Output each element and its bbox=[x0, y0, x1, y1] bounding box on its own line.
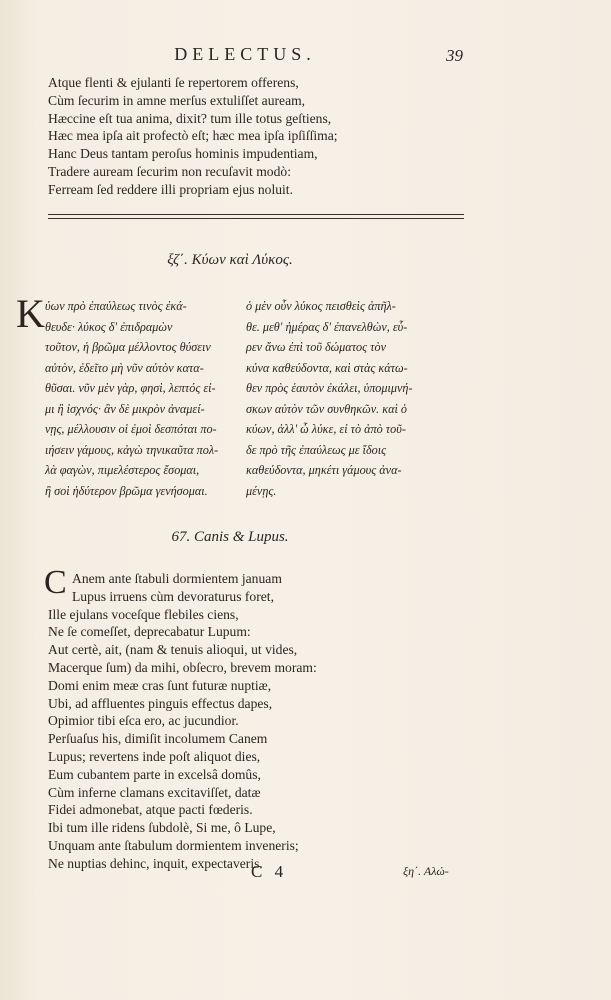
verse-line: Lupus; revertens inde poſt aliquot dies, bbox=[48, 748, 261, 764]
verse-line: Ferream ſed reddere illi propriam ejus noluit. bbox=[48, 181, 293, 197]
verse-line: Ibi tum ille ridens ſubdolè, Si me, ô Lupe, bbox=[48, 820, 276, 836]
latin-fable-verse bbox=[48, 570, 317, 873]
verse-line: Hæc mea ipſa ait profectò eſt; hæc mea ipſa ipſiſſima; bbox=[48, 128, 338, 144]
verse-line: Hanc Deus tantam peroſus hominis impudentiam, bbox=[48, 146, 318, 162]
verse-line: Ille ejulans voceſque flebiles ciens, bbox=[48, 606, 239, 622]
greek-line: κύνα καθεύδοντα, καὶ στὰς κάτω- bbox=[246, 360, 408, 375]
greek-line: μι ἢ ἰσχνός· ἂν δὲ μικρὸν ἀναμεί- bbox=[45, 401, 205, 416]
greek-line: ύων πρὸ ἐπαύλεως τινὸς ἐκά- bbox=[45, 299, 187, 313]
greek-right-column bbox=[246, 296, 466, 501]
greek-line: νῃς, μέλλουσιν οἱ ἐμοὶ δεσπόται πο- bbox=[45, 422, 217, 436]
verse-line: Hæccine eſt tua anima, dixit? tum ille totus geſtiens, bbox=[48, 110, 332, 126]
verse-line: Tradere auream ſecurim non recuſavit modò: bbox=[48, 163, 291, 179]
verse-line: Unquam ante ſtabulum dormientem inveneris; bbox=[48, 837, 299, 853]
printer-signature-mark: C 4 bbox=[251, 862, 288, 881]
verse-line: Cùm ſecurim in amne merſus extuliſſet auream, bbox=[48, 92, 306, 108]
latin-drop-cap: C bbox=[44, 564, 67, 601]
greek-line: μένῃς. bbox=[246, 483, 277, 498]
greek-line: κύων, ἀλλ' ὦ λύκε, εἰ τὸ ἀπὸ τοῦ- bbox=[246, 422, 406, 436]
running-title: DELECTUS. bbox=[174, 44, 316, 64]
greek-line: θε. μεθ' ἡμέρας δ' ἐπανελθὼν, εὗ- bbox=[246, 319, 408, 334]
verse-line: Domi enim meæ cras ſunt futuræ nuptiæ, bbox=[48, 677, 272, 693]
latin-fable-title: 67. Canis & Lupus. bbox=[171, 529, 289, 545]
divider-line bbox=[48, 218, 464, 219]
greek-line: ὁ μὲν οὖν λύκος πεισθεὶς ἀπῆλ- bbox=[246, 299, 396, 313]
greek-line: ρεν ἄνω ἐπὶ τοῦ δώματος τὸν bbox=[246, 340, 387, 354]
greek-left-column bbox=[45, 296, 237, 501]
verse-line: Perſuaſus his, dimiſit incolumem Canem bbox=[48, 731, 268, 747]
top-verse bbox=[48, 74, 338, 199]
verse-line: Ubi, ad affluentes pinguis effectus dapes, bbox=[48, 695, 273, 711]
verse-line: Fidei admonebat, atque pacti fœderis. bbox=[48, 802, 253, 818]
section-divider bbox=[48, 214, 464, 222]
catchword: ξη΄. Αλώ- bbox=[403, 864, 449, 878]
verse-line: Macerque ſum) da mihi, obſecro, brevem moram: bbox=[48, 659, 317, 675]
verse-line: Lupus irruens cùm devoraturus foret, bbox=[72, 588, 274, 604]
greek-fable-title: ξζ΄. Κύων καὶ Λύκος. bbox=[167, 252, 293, 268]
verse-line: Cùm inferne clamans excitaviſſet, datæ bbox=[48, 784, 261, 800]
greek-drop-cap: K bbox=[16, 291, 45, 336]
greek-line: θεν πρὸς ἑαυτὸν ἐκάλει, ὑπομιμνή- bbox=[246, 381, 413, 395]
verse-line: Ne nuptias dehinc, inquit, expectaveris. bbox=[48, 855, 263, 871]
greek-line: καθεύδοντα, μηκέτι γάμους ἀνα- bbox=[246, 463, 402, 477]
greek-line: λὰ φαγὼν, πιμελέστερος ἔσομαι, bbox=[45, 463, 200, 477]
greek-line: τοῦτον, ἡ βρῶμα μέλλοντος θύσειν bbox=[45, 340, 211, 354]
greek-line: θευδε· λύκος δ' ἐπιδραμὼν bbox=[45, 319, 173, 334]
greek-line: ἢ σοὶ ἡδύτερον βρῶμα γενήσομαι. bbox=[45, 483, 208, 498]
verse-line: Aut certè, ait, (nam & tenuis alioqui, ut vides, bbox=[48, 642, 298, 658]
verse-line: Opimior tibi eſca ero, ac jucundior. bbox=[48, 713, 239, 729]
verse-line: Atque flenti & ejulanti ſe repertorem offerens, bbox=[48, 75, 299, 90]
greek-line: δε πρὸ τῆς ἐπαύλεως με ἴδοις bbox=[246, 442, 387, 457]
verse-line: Eum cubantem parte in excelsâ domûs, bbox=[48, 766, 261, 782]
greek-line: ιήσειν γάμους, κἀγὼ τηνικαῦτα πολ- bbox=[45, 442, 219, 457]
greek-line: αὐτὸν, ἐδεῖτο μὴ νῦν αὐτὸν κατα- bbox=[45, 360, 204, 375]
verse-line: Anem ante ſtabuli dormientem januam bbox=[72, 571, 282, 586]
greek-line: σκων αὐτὸν τῶν συνθηκῶν. καὶ ὁ bbox=[246, 401, 408, 416]
divider-line bbox=[48, 214, 464, 215]
page-number: 39 bbox=[446, 46, 463, 65]
verse-line: Ne ſe comeſſet, deprecabatur Lupum: bbox=[48, 624, 251, 640]
greek-line: θῦσαι. νῦν μὲν γὰρ, φησὶ, λεπτός εἰ- bbox=[45, 381, 216, 395]
